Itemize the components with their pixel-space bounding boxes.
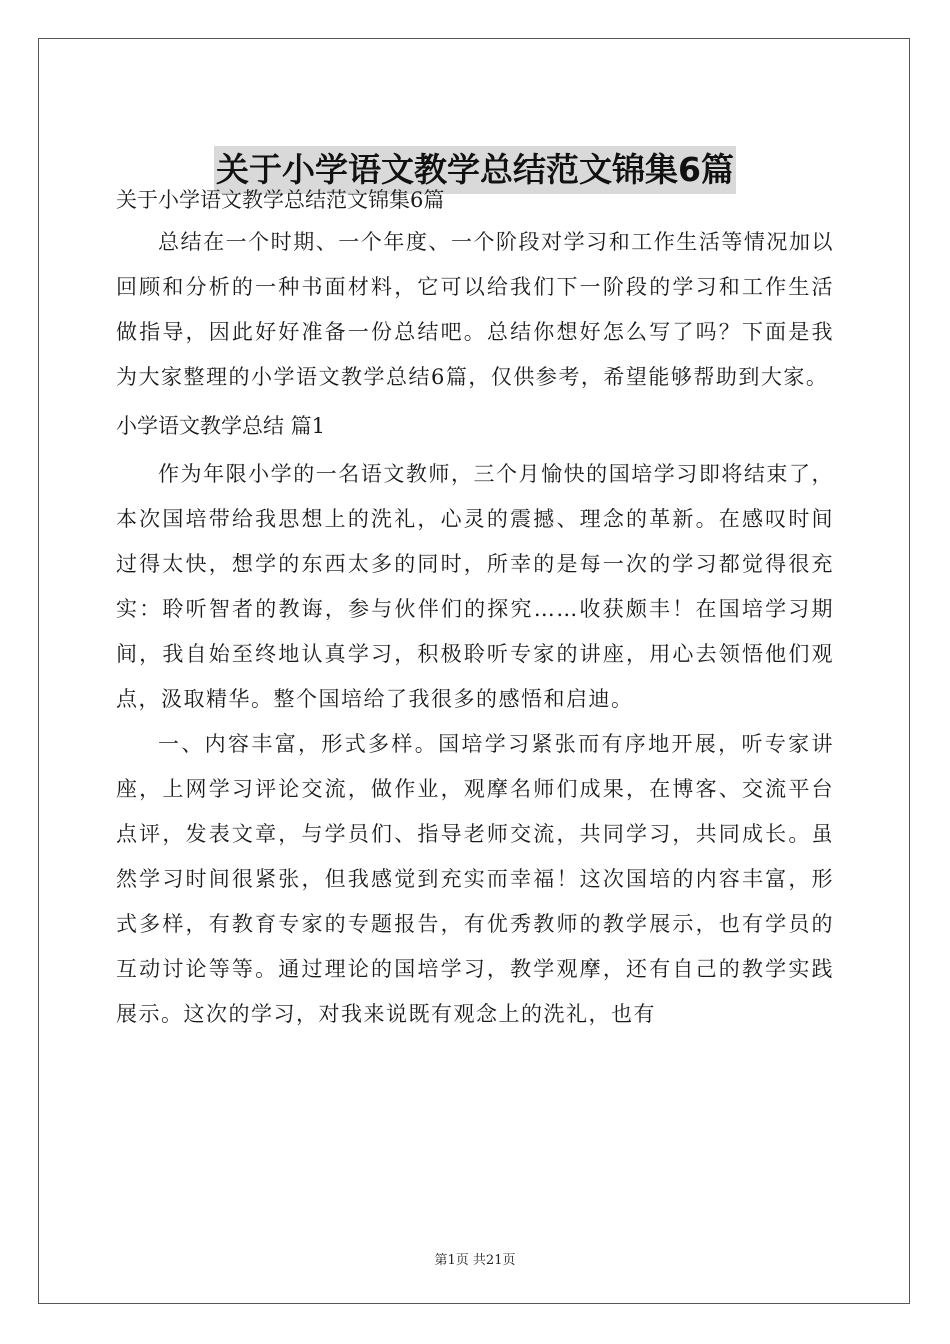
page-footer: 第1页 共21页: [434, 1253, 516, 1268]
document-subtitle: 关于小学语文教学总结范文锦集6篇: [116, 188, 445, 212]
intro-paragraph: 总结在一个时期、一个年度、一个阶段对学习和工作生活等情况加以回顾和分析的一种书面材料，它可以给我们下一阶段的学习和工作生活做指导，因此好好准备一份总结吧。总结你想好怎么写了吗？下面是我为大家整理的小学语文教学总结6篇，仅供参考，希望能够帮助到大家。: [116, 230, 834, 389]
section-heading: 小学语文教学总结 篇1: [116, 414, 326, 438]
document-body: [116, 180, 834, 1037]
body-paragraph-1: 作为年限小学的一名语文教师，三个月愉快的国培学习即将结束了，本次国培带给我思想上的洗礼，心灵的震撼、理念的革新。在感叹时间过得太快，想学的东西太多的同时，所幸的是每一次的学习都觉得很充实：聆听智者的教诲，参与伙伴们的探究……收获颇丰！在国培学习期间，我自始至终地认真学习，积极聆听专家的讲座，用心去领悟他们观点，汲取精华。整个国培给了我很多的感悟和启迪。: [116, 462, 834, 711]
document-title: 关于小学语文教学总结范文锦集6篇: [214, 146, 736, 194]
body-paragraph-2: 一、内容丰富，形式多样。国培学习紧张而有序地开展，听专家讲座，上网学习评论交流，做作业，观摩名师们成果，在博客、交流平台点评，发表文章，与学员们、指导老师交流，共同学习，共同成长。虽然学习时间很紧张，但我感觉到充实而幸福！这次国培的内容丰富，形式多样，有教育专家的专题报告，有优秀教师的教学展示，也有学员的互动讨论等等。通过理论的国培学习，教学观摩，还有自己的教学实践展示。这次的学习，对我来说既有观念上的洗礼，也有: [116, 732, 834, 1026]
